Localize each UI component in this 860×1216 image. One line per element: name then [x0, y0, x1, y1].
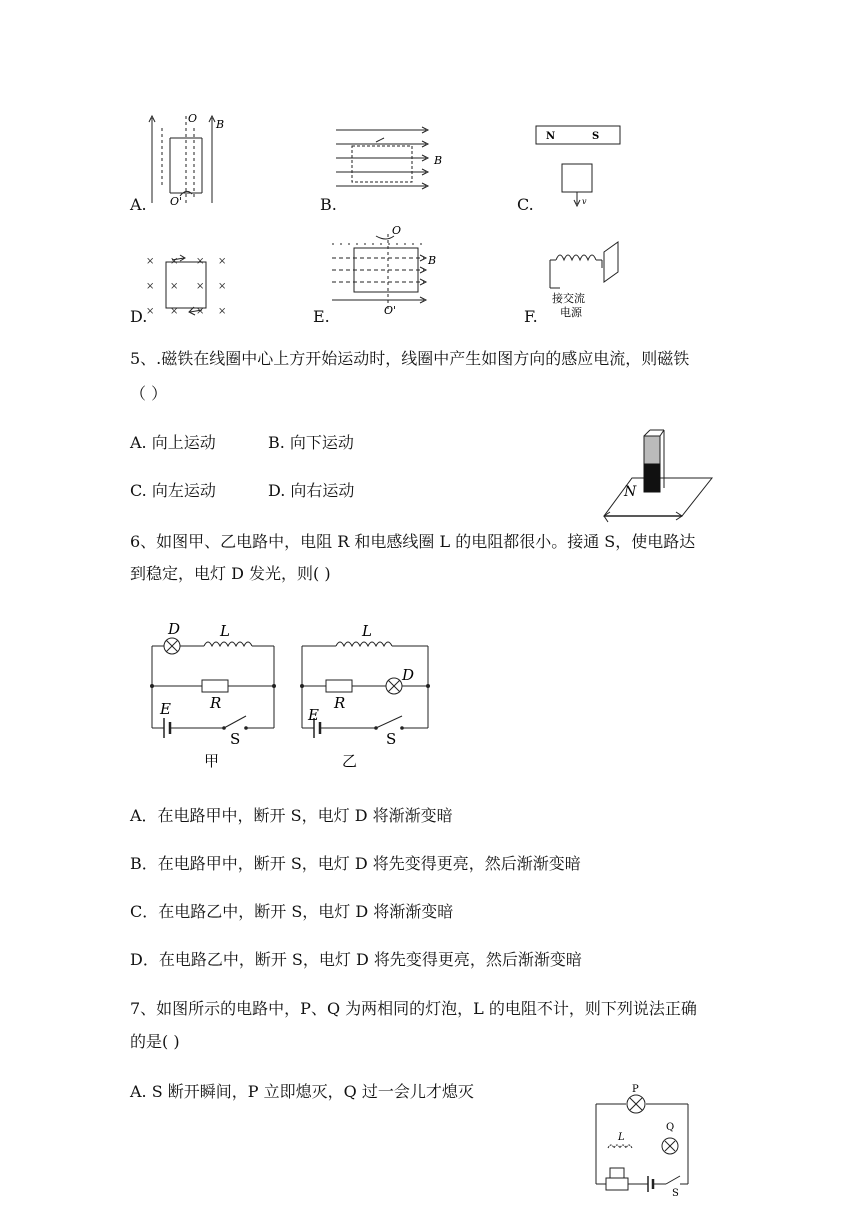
jia-e-label: E: [160, 700, 171, 718]
q5-option-a: A. 向上运动: [130, 433, 216, 452]
q5-magnet-figure: [602, 430, 714, 522]
q7-stem-line1: 7、如图所示的电路中，P、Q 为两相同的灯泡，L 的电阻不计，则下列说法正确: [130, 999, 697, 1018]
circuit-yi: [290, 616, 440, 770]
q7-circuit-figure: [588, 1080, 698, 1200]
fig-c-s-label: S: [592, 131, 600, 142]
svg-text:×: ×: [196, 281, 205, 292]
yi-e-label: E: [308, 706, 319, 724]
svg-text:×: ×: [170, 306, 179, 317]
q5-option-d: D. 向右运动: [268, 481, 355, 500]
svg-text:×: ×: [218, 281, 227, 292]
figure-a: [140, 108, 240, 208]
option-e-label: E.: [313, 307, 330, 326]
option-f-label: F.: [524, 307, 538, 326]
q6-option-b: B．在电路甲中，断开 S，电灯 D 将先变得更亮，然后渐渐变暗: [130, 854, 581, 873]
q5-option-b: B. 向下运动: [268, 433, 354, 452]
yi-s-label: S: [386, 730, 397, 748]
q5-stem-line2: （ ）: [130, 384, 168, 403]
jia-r-label: R: [210, 694, 222, 712]
fig-e-b-label: B: [428, 254, 437, 267]
fig-c-n-label: N: [546, 131, 556, 142]
jia-s-label: S: [230, 730, 241, 748]
yi-r-label: R: [334, 694, 346, 712]
q6-option-c: C．在电路乙中，断开 S，电灯 D 将渐渐变暗: [130, 902, 454, 921]
svg-text:×: ×: [218, 306, 227, 317]
figure-e: [332, 224, 448, 316]
q7-option-a: A. S 断开瞬间，P 立即熄灭，Q 过一会儿才熄灭: [130, 1082, 474, 1101]
circuit-jia: [140, 616, 280, 770]
option-d-label: D.: [130, 307, 148, 326]
option-b-label: B.: [320, 195, 337, 214]
figure-b: [336, 124, 456, 204]
q5-option-c: C. 向左运动: [130, 481, 216, 500]
figure-d: [146, 254, 228, 318]
fig-a-oprime-label: O': [170, 195, 183, 208]
q6-option-a: A．在电路甲中，断开 S，电灯 D 将渐渐变暗: [130, 806, 453, 825]
svg-text:×: ×: [196, 306, 205, 317]
q6-stem-line2: 到稳定，电灯 D 发光，则( ): [130, 564, 331, 583]
option-a-label: A.: [130, 195, 147, 214]
svg-text:×: ×: [196, 256, 205, 267]
svg-text:×: ×: [146, 306, 155, 317]
yi-d-label: D: [402, 666, 415, 684]
fig-a-o-label: O: [188, 112, 198, 125]
figure-c: [536, 124, 626, 208]
jia-l-label: L: [220, 622, 230, 640]
q5-stem-line1: 5、.磁铁在线圈中心上方开始运动时，线圈中产生如图方向的感应电流，则磁铁: [130, 349, 690, 368]
fig-e-oprime-label: O': [384, 304, 397, 317]
yi-caption: 乙: [342, 752, 358, 770]
svg-text:×: ×: [146, 256, 155, 267]
fig-b-b-label: B: [434, 154, 443, 167]
option-c-label: C.: [517, 195, 534, 214]
fig-e-o-label: O: [392, 224, 402, 237]
svg-text:×: ×: [170, 256, 179, 267]
figure-f: [540, 238, 630, 320]
q7-l-label: L: [618, 1132, 625, 1143]
q7-s-label: S: [672, 1188, 679, 1199]
fig-a-b-label: B: [216, 118, 225, 131]
q6-stem-line1: 6、如图甲、乙电路中，电阻 R 和电感线圈 L 的电阻都很小。接通 S，使电路达: [130, 532, 696, 551]
jia-caption: 甲: [204, 752, 220, 770]
q6-option-d: D．在电路乙中，断开 S，电灯 D 将先变得更亮，然后渐渐变暗: [130, 950, 582, 969]
fig-f-source-label-1: 接交流: [552, 292, 585, 305]
svg-text:×: ×: [218, 256, 227, 267]
q7-q-label: Q: [666, 1122, 675, 1133]
q7-stem-line2: 的是( ): [130, 1032, 180, 1051]
q7-p-label: P: [632, 1084, 639, 1095]
fig-c-v-label: v: [582, 197, 587, 206]
yi-l-label: L: [362, 622, 372, 640]
jia-d-label: D: [168, 620, 181, 638]
svg-text:×: ×: [170, 281, 179, 292]
q5-n-pole-label: N: [624, 484, 637, 500]
fig-f-source-label-2: 电源: [560, 306, 582, 319]
svg-text:×: ×: [146, 281, 155, 292]
